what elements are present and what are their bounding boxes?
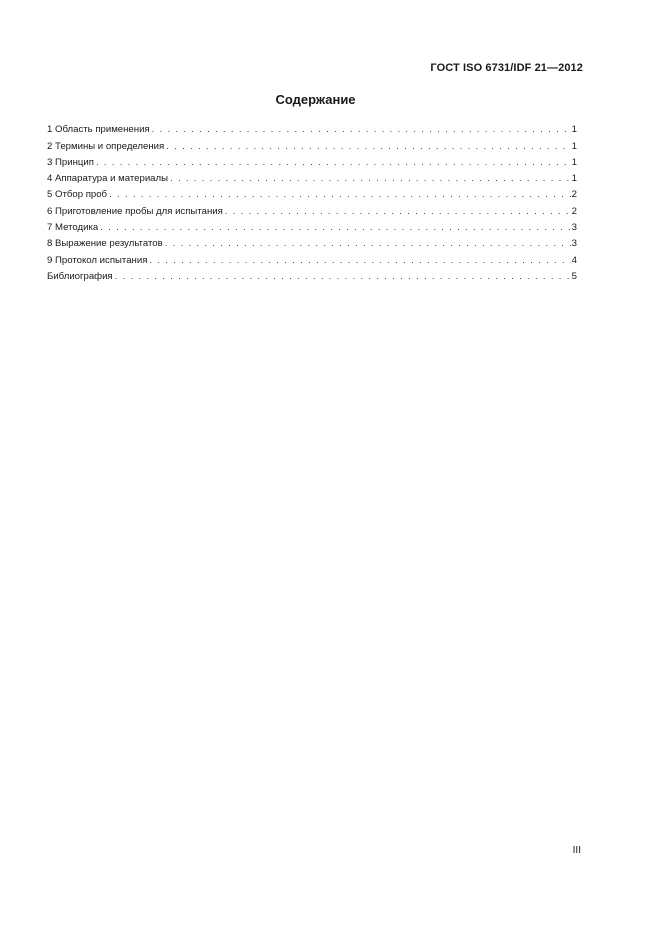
toc-entry-page: 1 [571,140,577,152]
toc-entry-label: 7 Методика [47,222,99,234]
toc-entry-procedure[interactable] [47,218,577,234]
document-code: ГОСТ ISO 6731/IDF 21—2012 [430,62,583,74]
toc-entry-principle[interactable] [47,153,577,169]
table-of-contents [47,120,577,283]
toc-entry-page: 3 [571,222,577,234]
toc-dot-leader [166,140,570,153]
toc-entry-page: 1 [571,173,577,185]
toc-entry-page: 4 [571,254,577,266]
toc-title: Содержание [275,92,356,107]
toc-entry-label: 4 Аппаратура и материалы [47,173,169,185]
toc-entry-label: 1 Область применения [47,124,150,136]
toc-dot-leader [225,205,571,218]
toc-entry-test-report[interactable] [47,250,577,266]
toc-entry-page: 1 [571,124,577,136]
toc-entry-bibliography[interactable] [47,267,577,283]
toc-dot-leader [96,156,571,169]
toc-dot-leader [152,123,571,136]
toc-dot-leader [165,237,571,250]
toc-entry-page: 1 [571,156,577,168]
toc-entry-label: 2 Термины и определения [47,140,165,152]
toc-entry-page: 5 [571,270,577,282]
toc-entry-page: 2 [571,205,577,217]
toc-dot-leader [149,254,570,267]
toc-entry-scope[interactable] [47,120,577,136]
toc-entry-label: 6 Приготовление пробы для испытания [47,205,223,217]
toc-entry-page: 3 [571,238,577,250]
toc-entry-label: 9 Протокол испытания [47,254,148,266]
toc-entry-label: 5 Отбор проб [47,189,108,201]
toc-entry-terms[interactable] [47,136,577,152]
toc-entry-apparatus[interactable] [47,169,577,185]
toc-entry-sample-preparation[interactable] [47,201,577,217]
toc-entry-sampling[interactable] [47,185,577,201]
toc-entry-label: 8 Выражение результатов [47,238,163,250]
toc-dot-leader [115,270,571,283]
toc-dot-leader [109,188,571,201]
toc-entry-page: 2 [571,189,577,201]
toc-entry-label: Библиография [47,270,113,282]
toc-dot-leader [170,172,571,185]
toc-entry-label: 3 Принцип [47,156,94,168]
toc-dot-leader [100,221,570,234]
toc-entry-results[interactable] [47,234,577,250]
page-number: III [572,845,581,856]
